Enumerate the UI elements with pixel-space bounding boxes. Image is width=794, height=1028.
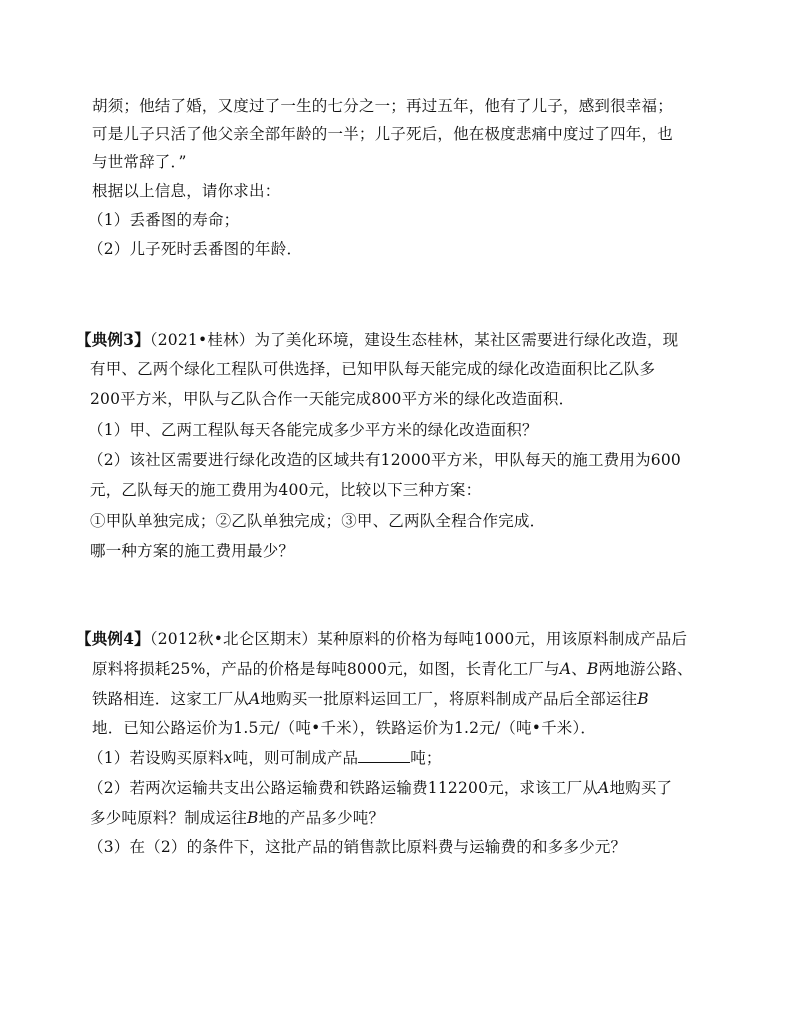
text-span: 、 (571, 660, 587, 678)
text-span: 吨； (410, 749, 442, 767)
text-line: 根据以上信息，请你求出： (92, 182, 281, 200)
option-list: ①甲队单独完成；②乙队单独完成；③甲、乙两队全程合作完成． (90, 512, 546, 530)
variable-a: A (598, 779, 610, 797)
variable-x: x (223, 749, 233, 767)
question-item: （2）该社区需要进行绿化改造的区域共有12000平方米，甲队每天的施工费用为600 (88, 451, 681, 469)
text-line: 地．已知公路运价为1.5元/（吨•千米），铁路运价为1.2元/（吨•千米）． (92, 719, 597, 737)
text-span: （1）若设购买原料 (88, 749, 224, 767)
text-span: 地的产品多少吨？ (258, 809, 385, 827)
example-label: 【典例3】 (76, 330, 150, 349)
answer-blank[interactable] (358, 748, 410, 763)
example-heading (76, 629, 687, 649)
variable-b: B (586, 660, 599, 678)
example-label: 【典例4】 (76, 629, 150, 648)
text-span: 地购买一批原料运回工厂，将原料制成产品后全部运往 (260, 690, 638, 708)
question-item: （1）丢番图的寿命； (88, 211, 240, 229)
text-span: 铁路相连．这家工厂从 (92, 690, 250, 708)
text-line: 与世常辞了．” (92, 153, 187, 171)
text-span: 为了美化环境，建设生态桂林，某社区需要进行绿化改造，现 (254, 331, 679, 349)
text-line: 有甲、乙两个绿化工程队可供选择，已知甲队每天能完成的绿化改造面积比乙队多 (90, 360, 656, 378)
text-span: 地购买了 (609, 779, 673, 797)
variable-a: A (249, 690, 261, 708)
text-span: 吨，则可制成产品 (232, 749, 359, 767)
question-item: （1）甲、乙两工程队每天各能完成多少平方米的绿化改造面积？ (88, 421, 538, 439)
text-line: 元，乙队每天的施工费用为400元，比较以下三种方案： (90, 481, 482, 499)
question-item: （3）在（2）的条件下，这批产品的销售款比原料费与运输费的和多多少元？ (88, 838, 627, 856)
variable-a: A (559, 660, 572, 678)
text-span: 某种原料的价格为每吨1000元，用该原料制成产品后 (317, 630, 688, 648)
question-item (88, 778, 672, 798)
text-line: 200平方米，甲队与乙队合作一天能完成800平方米的绿化改造面积． (90, 390, 575, 408)
text-span: （2）若两次运输共支出公路运输费和铁路运输费112200元，求该工厂从 (88, 779, 599, 797)
text-span: 多少吨原料？制成运往 (90, 809, 248, 827)
text-line: 胡须；他结了婚，又度过了一生的七分之一；再过五年，他有了儿子，感到很幸福； (92, 97, 673, 115)
example-source: （2012秋•北仑区期末） (149, 630, 318, 648)
variable-b: B (247, 809, 259, 827)
text-line: 哪一种方案的施工费用最少？ (90, 542, 295, 560)
example-heading (76, 330, 678, 350)
variable-b: B (637, 690, 649, 708)
example-source: （2021•桂林） (149, 331, 255, 349)
text-line (90, 808, 384, 828)
text-line (92, 689, 649, 709)
question-item (88, 748, 442, 768)
text-span: 原料将损耗25%，产品的价格是每吨8000元，如图，长青化工厂与 (92, 660, 560, 678)
text-line: 可是儿子只活了他父亲全部年龄的一半；儿子死后，他在极度悲痛中度过了四年，也 (92, 125, 673, 143)
question-item: （2）儿子死时丢番图的年龄． (88, 240, 303, 258)
text-line (92, 659, 693, 679)
text-span: 两地游公路、 (598, 660, 693, 678)
